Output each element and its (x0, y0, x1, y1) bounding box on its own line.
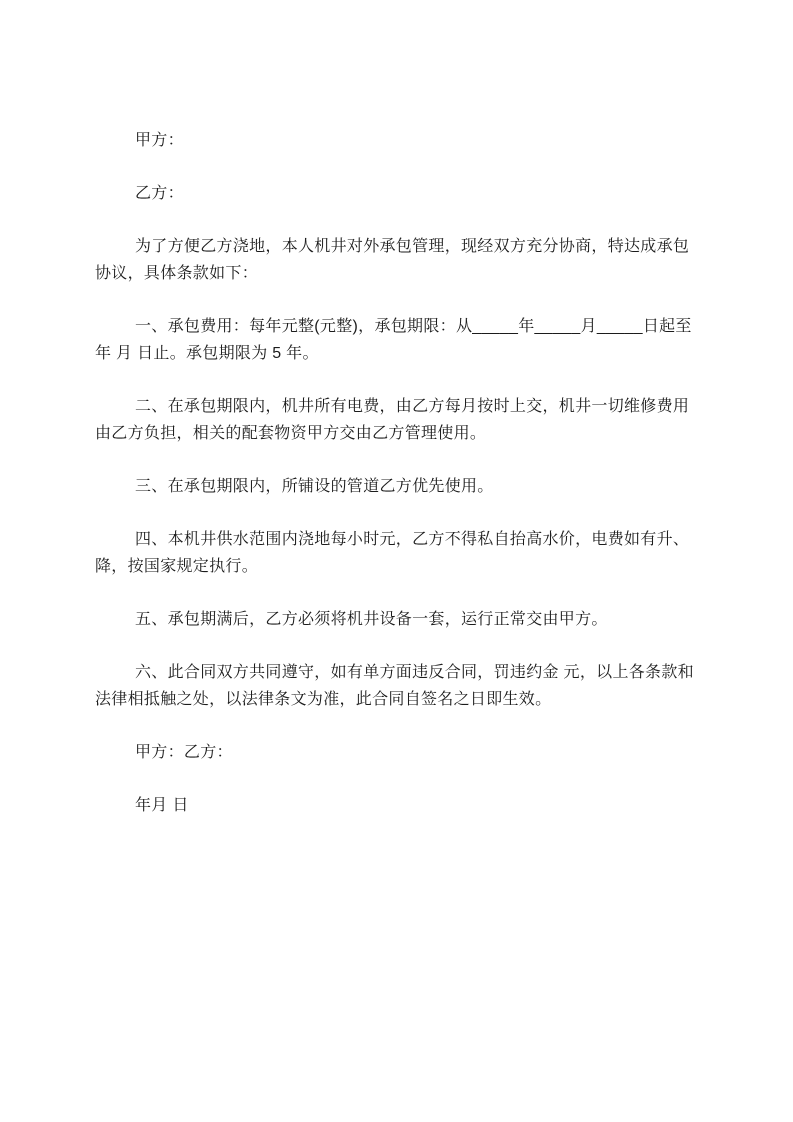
paragraph-clause-3: 三、在承包期限内，所铺设的管道乙方优先使用。 (135, 478, 494, 495)
paragraph-clause-4: 四、本机井供水范围内浇地每小时元，乙方不得私自抬高水价，电费如有升、降，按国家规定执行。 (95, 531, 690, 575)
paragraph-preamble: 为了方便乙方浇地，本人机井对外承包管理，现经双方充分协商，特达成承包协议，具体条款如下： (95, 238, 690, 282)
paragraph-party-a: 甲方： (135, 132, 184, 149)
paragraph-clause-6: 六、此合同双方共同遵守，如有单方面违反合同，罚违约金 元，以上各条款和法律相抵触之处，以法律条文为准，此合同自签名之日即生效。 (95, 664, 694, 708)
paragraph-party-b: 乙方： (135, 185, 184, 202)
paragraph-signature: 甲方：乙方： (135, 744, 233, 761)
paragraph-clause-2: 二、在承包期限内，机井所有电费，由乙方每月按时上交，机井一切维修费用由乙方负担，相关的配套物资甲方交由乙方管理使用。 (95, 398, 690, 442)
paragraph-clause-1: 一、承包费用：每年元整(元整)，承包期限：从_____年_____月_____日起至 年 月 日止。承包期限为 5 年。 (95, 318, 692, 362)
paragraph-clause-5: 五、承包期满后，乙方必须将机井设备一套，运行正常交由甲方。 (135, 611, 608, 628)
paragraph-date: 年月 日 (135, 797, 189, 814)
